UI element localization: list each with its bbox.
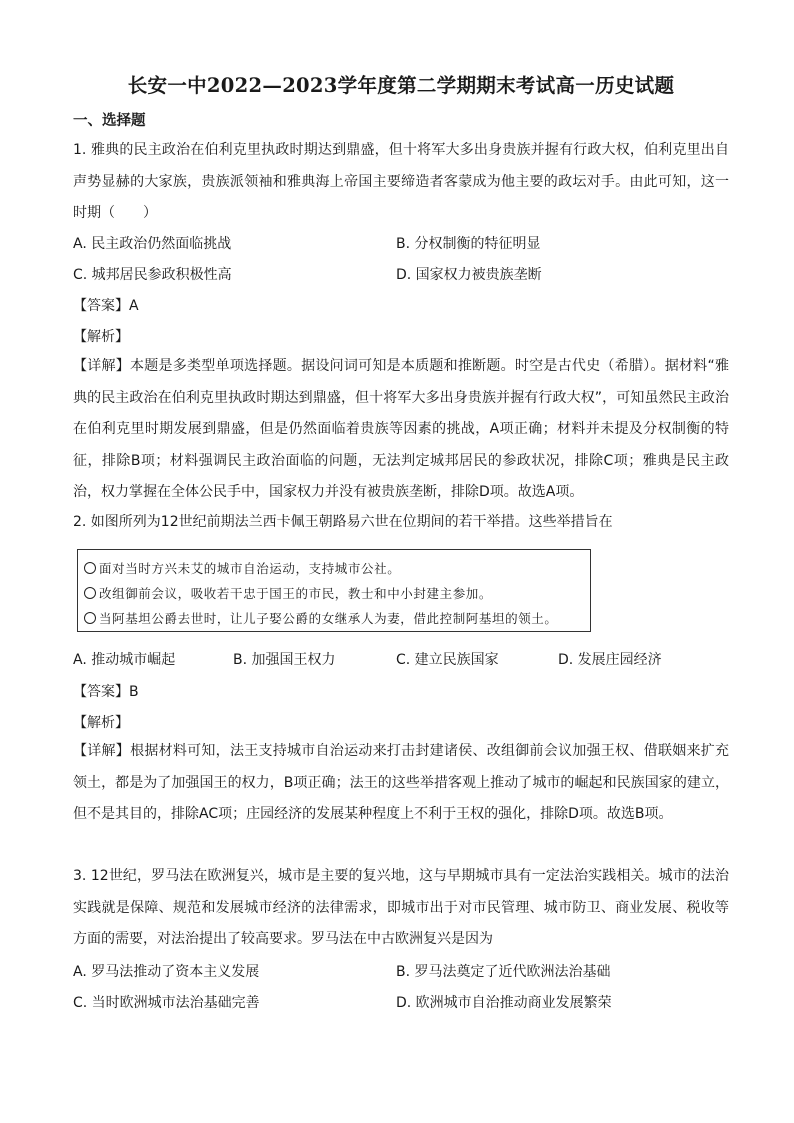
option-d: D. 发展庄园经济 xyxy=(558,652,662,668)
source-line: 当阿基坦公爵去世时，让儿子娶公爵的女继承人为妻，借此控制阿基坦的领土。 xyxy=(84,606,590,631)
circle-bullet-icon xyxy=(84,612,96,624)
answer-value: B xyxy=(129,684,139,700)
option-d: D. 国家权力被贵族垄断 xyxy=(396,267,542,283)
option-b: B. 加强国王权力 xyxy=(233,652,336,668)
question-2-answer xyxy=(73,681,139,701)
option-b: B. 罗马法奠定了近代欧洲法治基础 xyxy=(396,964,611,980)
option-a: A. 推动城市崛起 xyxy=(73,652,176,668)
question-2-analysis-label: 【解析】 xyxy=(73,715,129,731)
question-1-analysis-label: 【解析】 xyxy=(73,329,129,345)
option-c: C. 建立民族国家 xyxy=(396,652,499,668)
option-a: A. 罗马法推动了资本主义发展 xyxy=(73,964,260,980)
detail-text: 根据材料可知，法王支持城市自治运动来打击封建诸侯、改组御前会议加强王权、借联姻来扩充领土，都是为了加强国王的权力，B项正确；法王的这些举措客观上推动了城市的崛起和民族国家的建立，但不是其目的，排除AC项；庄园经济的发展某种程度上不利于王权的强化，排除D项。故选B项。 xyxy=(73,743,730,822)
question-3-options-2 xyxy=(73,992,729,1014)
option-a: A. 民主政治仍然面临挑战 xyxy=(73,236,232,252)
answer-label: 【答案】 xyxy=(73,684,129,700)
question-3-options xyxy=(73,961,729,983)
option-b: B. 分权制衡的特征明显 xyxy=(396,236,541,252)
question-2-detail xyxy=(73,736,729,831)
question-2-stem: 2. 如图所列为12世纪前期法兰西卡佩王朝路易六世在位期间的若干举措。这些举措旨在 xyxy=(73,514,613,530)
source-line: 改组御前会议，吸收若干忠于国王的市民，教士和中小封建主参加。 xyxy=(84,581,590,606)
question-1-options xyxy=(73,233,729,255)
question-1-detail xyxy=(73,351,729,509)
circle-bullet-icon xyxy=(84,587,96,599)
source-material-box xyxy=(77,549,591,632)
detail-text: 本题是多类型单项选择题。据设问词可知是本质题和推断题。时空是古代史（希腊）。据材料“雅典的民主政治在伯利克里执政时期达到鼎盛，但十将军大多出身贵族并握有行政大权”，可知虽然民主政治在伯利克里时期发展到鼎盛，但是仍然面临着贵族等因素的挑战，A项正确；材料并未提及分权制衡的特征，排除B项；材料强调民主政治面临的问题，无法判定城邦居民的参政状况，排除C项；雅典是民主政治，权力掌握在全体公民手中，国家权力并没有被贵族垄断，排除D项。故选A项。 xyxy=(73,358,729,500)
page-title: 长安一中2022—2023学年度第二学期期末考试高一历史试题 xyxy=(127,74,675,97)
circle-bullet-icon xyxy=(84,562,96,574)
section-heading: 一、选择题 xyxy=(73,113,146,129)
option-d: D. 欧洲城市自治推动商业发展繁荣 xyxy=(396,995,612,1011)
question-3-stem: 3. 12世纪，罗马法在欧洲复兴，城市是主要的复兴地，这与早期城市具有一定法治实践相关。城市的法治实践就是保障、规范和发展城市经济的法律需求，即城市出于对市民管理、城市防卫、商业发展、税收等方面的需要，对法治提出了较高要求。罗马法在中古欧洲复兴是因为 xyxy=(73,868,729,947)
answer-value: A xyxy=(129,298,139,314)
question-2-options xyxy=(73,649,729,671)
question-1-answer xyxy=(73,295,139,315)
option-c: C. 当时欧洲城市法治基础完善 xyxy=(73,995,260,1011)
answer-label: 【答案】 xyxy=(73,298,129,314)
detail-label: 【详解】 xyxy=(73,743,131,759)
option-c: C. 城邦居民参政积极性高 xyxy=(73,267,232,283)
detail-label: 【详解】 xyxy=(73,358,131,374)
question-1-options-2 xyxy=(73,264,729,286)
question-1-stem: 1. 雅典的民主政治在伯利克里执政时期达到鼎盛，但十将军大多出身贵族并握有行政大权，伯利克里出自声势显赫的大家族，贵族派领袖和雅典海上帝国主要缔造者客蒙成为他主要的政坛对手。由此可知，这一时期（ ） xyxy=(73,142,729,221)
source-line: 面对当时方兴未艾的城市自治运动，支持城市公社。 xyxy=(84,556,590,581)
